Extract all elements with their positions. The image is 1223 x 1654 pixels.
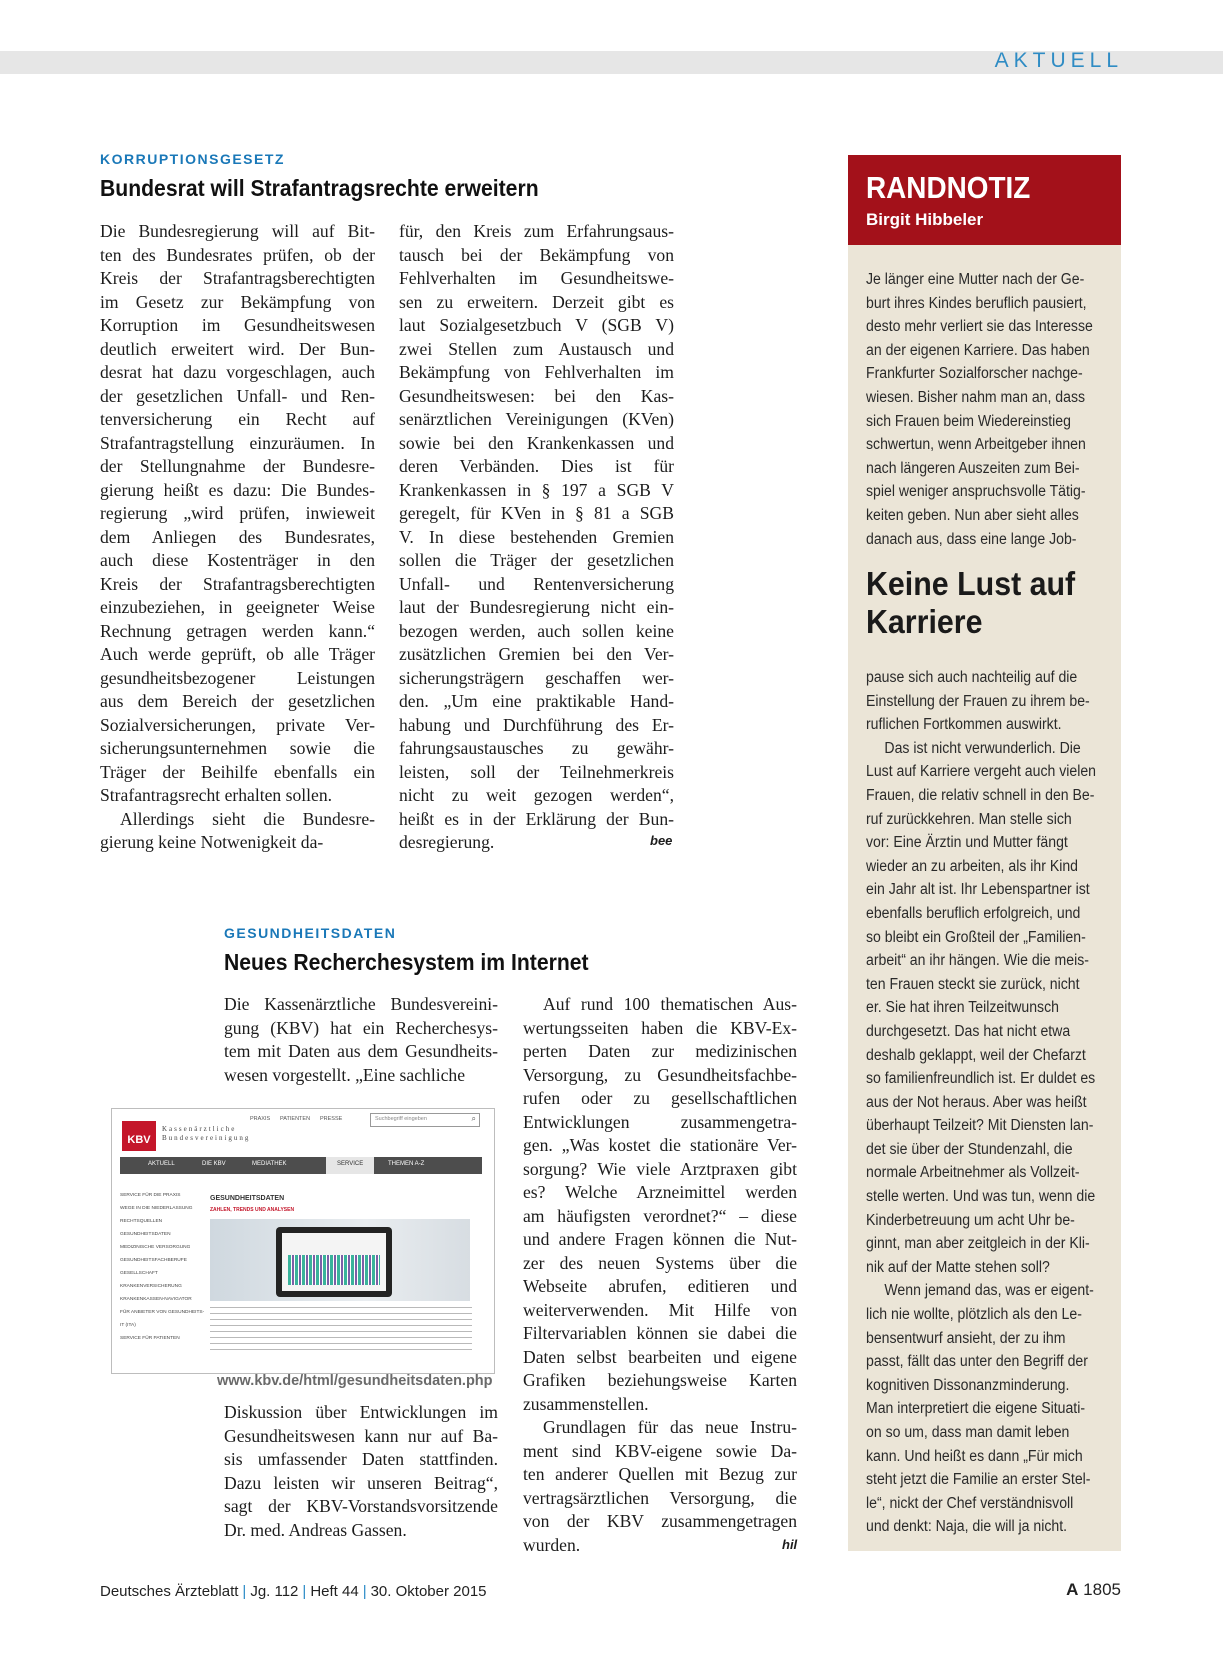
- text-line: arbeit“ an ihr hängen. Wie die meis-: [866, 952, 1089, 970]
- tablet-hero-image: [210, 1219, 470, 1301]
- text-line: den. „Um eine praktikable Hand-: [399, 691, 674, 711]
- text-line: Das ist nicht verwunderlich. Die: [884, 739, 1081, 757]
- footer-journal: Deutsches Ärzteblatt: [100, 1583, 239, 1600]
- page-title: GESUNDHEITSDATEN: [210, 1195, 285, 1202]
- text-line: perten Daten zur medizinischen: [523, 1041, 797, 1061]
- text-line: Sozialversicherungen, private Ver-: [100, 714, 375, 735]
- randnotiz-title: RANDNOTIZ: [866, 170, 1031, 205]
- footer-separator: |: [302, 1583, 307, 1600]
- article2-column-2: [523, 993, 797, 1557]
- text-line: Je länger eine Mutter nach der Ge-: [866, 271, 1085, 288]
- article2-signature: hil: [782, 1537, 798, 1552]
- text-line: zusammenstellen.: [523, 1393, 649, 1414]
- text-line: ruf zurückkehren. Man stelle sich: [866, 810, 1072, 828]
- text-line: Gesundheitswesen: bei den Kas-: [399, 385, 674, 406]
- text-line: Strafantragsrecht erhalten sollen.: [100, 785, 333, 805]
- text-line: wieder an zu arbeiten, als ihr Kind: [866, 857, 1079, 875]
- article1-headline: Bundesrat will Strafantragsrechte erweitern: [100, 175, 539, 201]
- side-menu-item: GESUNDHEITSDATEN: [120, 1232, 171, 1237]
- article2-kicker: GESUNDHEITSDATEN: [224, 925, 397, 941]
- side-menu-item: FÜR ANBIETER VON GESUNDHEITS-IT (ITA): [120, 1310, 205, 1328]
- paragraph: [224, 993, 498, 1087]
- article1-kicker: KORRUPTIONSGESETZ: [100, 151, 285, 167]
- text-line: tem mit Daten aus dem Gesundheits-: [224, 1041, 498, 1061]
- text-line: Unfall- und Rentenversicherung: [399, 573, 674, 594]
- nav-item-die-kbv[interactable]: DIE KBV: [202, 1161, 226, 1167]
- tablet-device: [276, 1227, 392, 1297]
- text-line: auch diese Kostenträger in den: [100, 550, 375, 570]
- intro-text-block: [210, 1307, 472, 1351]
- text-line: gierung heißt es dazu: Die Bundes-: [100, 479, 375, 500]
- text-line: Grundlagen für das neue Instru-: [543, 1417, 797, 1437]
- article1-column-1: [100, 220, 375, 855]
- text-line: danach aus, dass eine lange Job-: [866, 530, 1077, 548]
- text-line: Kreis der Strafantragsberechtigten: [100, 268, 375, 288]
- text-line: wiesen. Bisher nahm man an, dass: [866, 388, 1086, 406]
- text-line: Dr. med. Andreas Gassen.: [224, 1519, 407, 1540]
- main-nav: [120, 1157, 482, 1174]
- text-line: vertragsärztlichen Versorgung, die: [523, 1487, 797, 1508]
- text-line: desrat hat dazu vorgeschlagen, auch: [100, 362, 375, 382]
- text-line: nicht zu weit gezogen werden“,: [399, 785, 674, 805]
- text-line: Die Bundesregierung will auf Bit-: [100, 221, 375, 241]
- text-line: pause sich auch nachteilig auf die: [866, 669, 1078, 686]
- text-line: sowie bei den Krankenkassen und: [399, 432, 674, 453]
- text-line: Grafiken beziehungsweise Karten: [523, 1370, 797, 1390]
- randnotiz-headline-line-1: Keine Lust auf: [866, 565, 1076, 602]
- paragraph: [866, 666, 1096, 737]
- search-input[interactable]: [370, 1113, 480, 1127]
- page-prefix: A: [1066, 1580, 1079, 1599]
- text-line: der gesetzlichen Unfall- und Ren-: [100, 385, 375, 406]
- text-line: ment sind KBV-eigene sowie Da-: [523, 1440, 797, 1461]
- text-line: überhaupt Teilzeit? Mit Diensten lan-: [866, 1117, 1094, 1135]
- side-menu-item: MEDIZINISCHE VERSORGUNG: [120, 1245, 191, 1250]
- side-menu-item: RECHTSQUELLEN: [120, 1219, 163, 1224]
- text-line: tausch bei der Bekämpfung von: [399, 244, 674, 265]
- text-line: Man interpretiert die eigene Situati-: [866, 1400, 1086, 1418]
- article2-column-1-top: [224, 993, 498, 1087]
- text-line: desregierung.: [399, 832, 495, 852]
- kbv-logo: KBV: [122, 1121, 156, 1151]
- text-line: Auf rund 100 thematischen Aus-: [543, 994, 797, 1014]
- footer-separator: |: [362, 1583, 367, 1600]
- text-line: ein Jahr alt ist. Ihr Lebenspartner ist: [866, 881, 1090, 899]
- text-line: Frauen, die relativ schnell in den Be-: [866, 786, 1095, 804]
- nav-item-aktuell[interactable]: AKTUELL: [148, 1161, 175, 1167]
- text-line: sorgung? Wie viele Arztpraxen gibt: [523, 1158, 797, 1179]
- text-line: so bleibt ein Großteil der „Familien-: [866, 928, 1086, 946]
- kbv-website-screenshot: [111, 1108, 495, 1374]
- text-line: rufen oder zu gesellschaftlichen: [523, 1088, 797, 1108]
- footer-separator: |: [242, 1583, 247, 1600]
- text-line: ten des Bundesrates prüfen, ob der: [100, 244, 375, 265]
- text-line: regierung „wird prüfen, inwieweit: [100, 503, 375, 523]
- paragraph: [523, 993, 797, 1416]
- text-line: laut der Bundesregierung nicht ein-: [399, 597, 674, 617]
- text-line: sicherungsunternehmen sowie die: [100, 738, 375, 758]
- text-line: weiterverwenden. Mit Hilfe von: [523, 1299, 797, 1320]
- text-line: Webseite abrufen, editieren und: [523, 1276, 797, 1296]
- text-line: kognitiven Dissonanzminderung.: [866, 1376, 1070, 1394]
- kbv-org-name-1: Kassenärztliche: [162, 1125, 237, 1133]
- text-line: im Gesetz zur Bekämpfung von: [100, 291, 375, 312]
- text-line: ruflichen Fortkommen auswirkt.: [866, 716, 1062, 734]
- text-line: Filtervariablen können sie dabei die: [523, 1323, 797, 1343]
- paragraph: [399, 220, 674, 855]
- side-menu-item: SERVICE FÜR DIE PRAXIS: [120, 1193, 181, 1198]
- text-line: sollen die Träger der gesetzlichen: [399, 550, 674, 570]
- text-line: nik auf der Matte stehen soll?: [866, 1258, 1050, 1276]
- page-number: [1066, 1580, 1121, 1600]
- text-line: deshalb geklappt, weil der Chefarzt: [866, 1046, 1086, 1064]
- page-number-value: 1805: [1083, 1580, 1121, 1599]
- text-line: so familienfreundlich ist. Er duldet es: [866, 1070, 1096, 1088]
- text-line: vor: Eine Ärztin und Mutter fängt: [866, 834, 1068, 852]
- figure-caption: www.kbv.de/html/gesundheitsdaten.php: [217, 1373, 493, 1389]
- side-menu-item: GESELLSCHAFT: [120, 1271, 158, 1276]
- text-line: einzubeziehen, in geeigneter Weise: [100, 597, 375, 617]
- text-line: Kinderbetreuung um acht Uhr be-: [866, 1211, 1075, 1229]
- article1-column-2: [399, 220, 674, 855]
- text-line: wurden.: [523, 1534, 581, 1555]
- randnotiz-text-bottom: [866, 666, 1096, 1539]
- text-line: Gesundheitswesen kann nur auf Ba-: [224, 1425, 498, 1446]
- text-line: Rechnung getragen werden kann.“: [100, 620, 375, 641]
- text-line: Träger der Beihilfe ebenfalls ein: [100, 761, 375, 782]
- text-line: keiten geben. Nun aber sieht alles: [866, 506, 1079, 524]
- text-line: an der eigenen Karriere. Das haben: [866, 341, 1090, 359]
- text-line: spiel weniger anspruchsvolle Tätig-: [866, 483, 1086, 501]
- footer-issue: Heft 44: [310, 1583, 359, 1600]
- text-line: sich Frauen beim Wiedereinstieg: [866, 412, 1071, 430]
- text-line: der Stellungnahme der Bundesre-: [100, 456, 375, 476]
- text-line: on so um, dass man damit leben: [866, 1424, 1070, 1441]
- text-line: Auch werde geprüft, ob alle Träger: [100, 644, 375, 664]
- text-line: V. In diese bestehenden Gremien: [399, 526, 674, 547]
- text-line: Kreis der Strafantragsberechtigten: [100, 573, 375, 594]
- text-line: deren Verbänden. Dies ist für: [399, 456, 674, 476]
- text-line: geregelt, für KVen in § 81 a SGB: [399, 503, 674, 523]
- text-line: Bekämpfung von Fehlverhalten im: [399, 362, 674, 382]
- text-line: Krankenkassen in § 197 a SGB V: [399, 479, 674, 500]
- tablet-screen: [282, 1233, 386, 1291]
- footer-date: 30. Oktober 2015: [370, 1583, 487, 1600]
- paragraph: [523, 1416, 797, 1557]
- search-placeholder: Suchbegriff eingeben: [375, 1116, 427, 1122]
- text-line: senärztlichen Vereinigungen (KVen): [399, 409, 674, 429]
- nav-item-themen[interactable]: THEMEN A-Z: [388, 1161, 425, 1167]
- text-line: Diskussion über Entwicklungen im: [224, 1402, 498, 1422]
- text-line: schwertun, wenn Arbeitgeber ihnen: [866, 436, 1086, 454]
- nav-item-service[interactable]: SERVICE: [337, 1161, 364, 1167]
- search-icon[interactable]: ⌕: [471, 1114, 476, 1123]
- text-line: deutlich erweitert wird. Der Bun-: [100, 338, 375, 359]
- text-line: gung (KBV) hat ein Recherchesys-: [224, 1017, 498, 1038]
- text-line: von der KBV zusammengetragen: [523, 1511, 797, 1531]
- paragraph: [224, 1401, 498, 1542]
- text-line: Die Kassenärztliche Bundesvereini-: [224, 994, 498, 1014]
- text-line: fahrungsaustausches zu gewähr-: [399, 738, 674, 758]
- text-line: lich nie wollte, plötzlich als den Le-: [866, 1306, 1082, 1324]
- article2-column-1-bottom: [224, 1401, 498, 1542]
- text-line: habung und Durchführung des Er-: [399, 714, 674, 735]
- text-line: aus der Not heraus. Aber was heißt: [866, 1093, 1087, 1111]
- text-line: sis umfassender Daten stattfinden.: [224, 1449, 498, 1469]
- text-line: ginnt, man aber zeitgleich in der Kli-: [866, 1235, 1090, 1253]
- text-line: wesen vorgestellt. „Eine sachliche: [224, 1064, 466, 1085]
- text-line: burt ihres Kindes beruflich pausiert,: [866, 294, 1087, 312]
- text-line: sen zu erweitern. Derzeit gibt es: [399, 291, 674, 312]
- text-line: nach längeren Auszeiten zum Bei-: [866, 459, 1080, 477]
- text-line: durchgesetzt. Das hat nicht etwa: [866, 1022, 1071, 1040]
- text-line: am häufigsten verordnet?“ – diese: [523, 1205, 797, 1226]
- article1-signature: bee: [650, 833, 673, 848]
- top-link-presse[interactable]: PRESSE: [320, 1116, 343, 1122]
- text-line: steht jetzt die Familie an erster Stel-: [866, 1471, 1091, 1489]
- text-line: Allerdings sieht die Bundesre-: [120, 808, 375, 829]
- text-line: desto mehr verliert sie das Interesse: [866, 318, 1093, 336]
- side-menu-item: WEGE IN DIE NIEDERLASSUNG: [120, 1206, 193, 1211]
- top-link-praxis[interactable]: PRAXIS: [250, 1116, 271, 1122]
- randnotiz-headline: [866, 565, 1075, 641]
- text-line: und andere Fragen können die Nut-: [523, 1229, 797, 1249]
- paragraph: [866, 268, 1093, 551]
- text-line: heißt es in der Erklärung der Bun-: [399, 808, 674, 829]
- paragraph: [866, 1279, 1096, 1539]
- text-line: Wenn jemand das, was er eigent-: [884, 1282, 1094, 1300]
- randnotiz-author: Birgit Hibbeler: [866, 210, 984, 229]
- text-line: und denkt: Naja, die will ja nicht.: [866, 1518, 1068, 1536]
- text-line: Strafantragstellung einzuräumen. In: [100, 432, 375, 453]
- text-line: sagt der KBV-Vorstandsvorsitzende: [224, 1496, 498, 1516]
- text-line: gen. „Was kostet die stationäre Ver-: [523, 1135, 797, 1155]
- text-line: Versorgung, zu Gesundheitsfachbe-: [523, 1064, 797, 1085]
- text-line: Korruption im Gesundheitswesen: [100, 315, 375, 335]
- randnotiz-headline-line-2: Karriere: [866, 603, 983, 640]
- text-line: Entwicklungen zusammengetra-: [523, 1111, 797, 1132]
- top-link-patienten[interactable]: PATIENTEN: [280, 1116, 311, 1122]
- text-line: zwei Stellen zum Austausch und: [399, 338, 674, 359]
- side-menu-item: KRANKENVERSICHERUNG: [120, 1284, 182, 1289]
- section-label: AKTUELL: [994, 49, 1123, 72]
- article2-headline: Neues Recherchesystem im Internet: [224, 949, 589, 975]
- text-line: aus dem Bereich der gesetzlichen: [100, 691, 375, 711]
- kbv-org-name-2: Bundesvereinigung: [162, 1134, 251, 1142]
- text-line: Lust auf Karriere vergeht auch vielen: [866, 763, 1096, 781]
- text-line: gesundheitsbezogener Leistungen: [100, 667, 375, 688]
- side-menu-item: GESUNDHEITSFACHBERUFE: [120, 1258, 187, 1263]
- text-line: Einstellung der Frauen zu ihrem be-: [866, 692, 1090, 710]
- text-line: kann. Und heißt es dann „Für mich: [866, 1447, 1083, 1465]
- side-menu: [120, 1189, 206, 1345]
- text-line: laut Sozialgesetzbuch V (SGB V): [399, 315, 674, 335]
- text-line: le“, nickt der Chef verständnisvoll: [866, 1494, 1074, 1512]
- text-line: bensentwurf ansieht, der zu ihm: [866, 1329, 1066, 1347]
- text-line: Frankfurter Sozialforscher nachge-: [866, 365, 1083, 383]
- text-line: zusätzlichen Gremien bei den Ver-: [399, 644, 674, 664]
- paragraph: [100, 220, 375, 808]
- paragraph: [866, 737, 1096, 1280]
- side-menu-item: KRANKENKASSEN-NAVIGATOR: [120, 1297, 192, 1302]
- text-line: normale Arbeitnehmer als Vollzeit-: [866, 1164, 1080, 1182]
- text-line: wertungsseiten haben die KBV-Ex-: [523, 1017, 797, 1038]
- text-line: Daten selbst bearbeiten und eigene: [523, 1346, 797, 1367]
- text-line: tenversicherung ein Recht auf: [100, 409, 375, 429]
- text-line: Fehlverhalten im Gesundheitswe-: [399, 268, 674, 288]
- text-line: leisten, soll der Teilnehmerkreis: [399, 761, 674, 782]
- text-line: ten anderer Quellen mit Bezug zur: [523, 1464, 797, 1484]
- text-line: gierung keine Notwenigkeit da-: [100, 832, 324, 852]
- text-line: ten Frauen steckt sie zurück, nicht: [866, 975, 1080, 993]
- text-line: stelle werten. Und was tun, wenn die: [866, 1188, 1096, 1206]
- page-subtitle: ZAHLEN, TRENDS UND ANALYSEN: [210, 1207, 295, 1213]
- text-line: passt, fällt das unter den Begriff der: [866, 1353, 1088, 1371]
- text-line: er. Sie hat ihren Teilzeitwunsch: [866, 999, 1059, 1017]
- randnotiz-text-top: [866, 268, 1093, 551]
- text-line: det sie über der Stundenzahl, die: [866, 1140, 1073, 1158]
- text-line: dem Anliegen des Bundesrates,: [100, 526, 375, 547]
- text-line: bezogen werden, auch sollen keine: [399, 620, 674, 641]
- tablet-bar-graphic: [288, 1255, 380, 1285]
- text-line: für, den Kreis zum Erfahrungsaus-: [399, 221, 674, 241]
- nav-item-mediathek[interactable]: MEDIATHEK: [252, 1161, 287, 1167]
- text-line: es? Welche Arzneimittel werden: [523, 1182, 797, 1202]
- text-line: sicherungsträgern geschaffen wer-: [399, 667, 674, 688]
- footer-volume: Jg. 112: [250, 1583, 299, 1600]
- footer-citation: [100, 1583, 487, 1600]
- text-line: zer des neuen Systems über die: [523, 1252, 797, 1273]
- side-menu-item: SERVICE FÜR PATIENTEN: [120, 1336, 180, 1341]
- text-line: Dazu leisten wir unseren Beitrag“,: [224, 1472, 498, 1493]
- text-line: ebenfalls beruflich erfolgreich, und: [866, 904, 1081, 922]
- paragraph: [100, 808, 375, 855]
